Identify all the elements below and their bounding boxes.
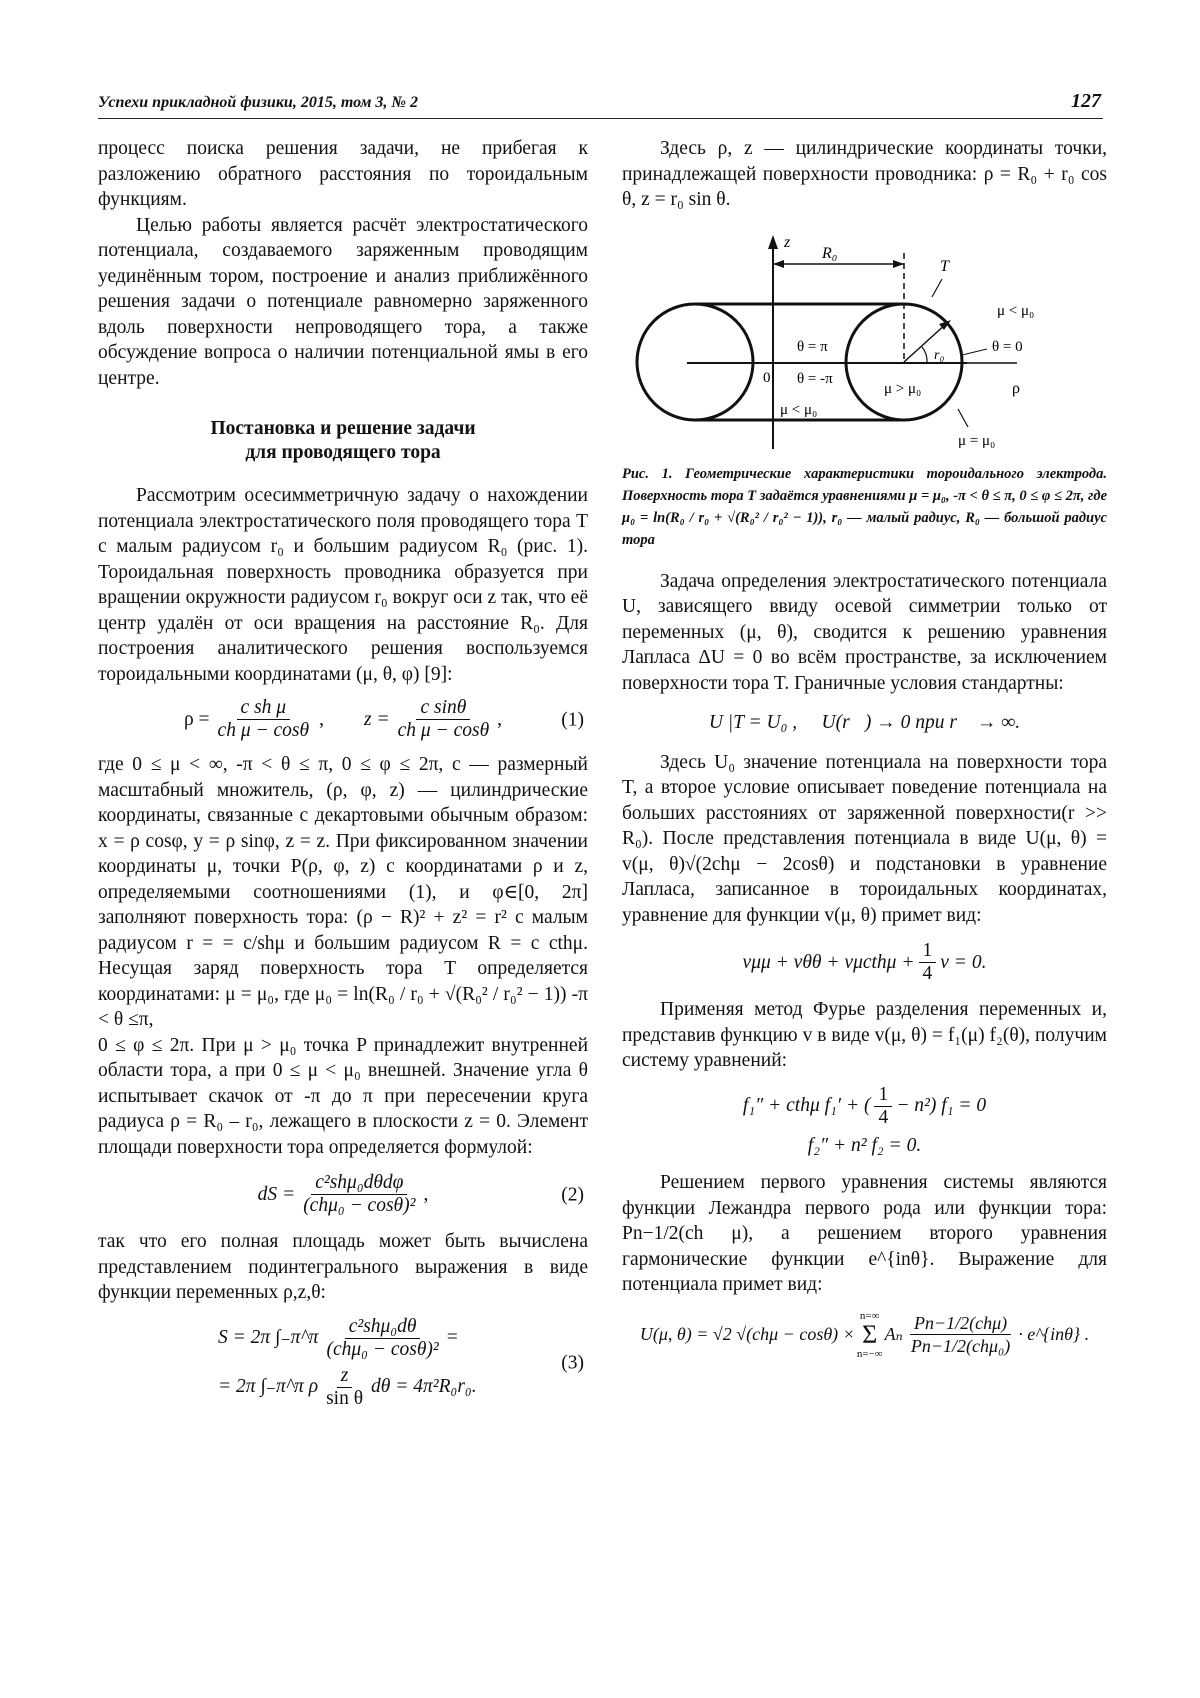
fraction [322,1316,442,1361]
label-T: T [940,257,949,275]
eq-tail: − n²) f₁ = 0 [896,1095,987,1117]
system-eq-2: f₂″ + n² f₂ = 0. [807,1134,922,1156]
denominator: ch μ − cosθ [217,720,310,741]
fraction [322,1365,367,1410]
numerator: c²shμ₀dθdφ [311,1172,407,1195]
label-mu-eq: μ = μ₀ [958,432,996,449]
label-mu-gt: μ > μ₀ [884,380,922,397]
equation-1: ρ = $\frac{\text{c sh μ}}{\text{ch μ − cosθ}}$ , z = $\frac{\text{c sinθ}}{\text{ch μ − cosθ}}$ , (1) [183,697,584,741]
boundary-conditions: U |T = U₀ , U(r⃗) → 0 при r⃗ → ∞. [708,712,1021,733]
label-theta0: θ = 0 [992,338,1023,355]
fraction [907,1312,1014,1357]
page-number: 127 [1071,90,1101,112]
running-header [98,92,1103,119]
eq-tail: = [446,1327,458,1349]
denominator: 4 [922,963,933,984]
section-title-line: Постановка и решение задачи [210,418,476,439]
denominator: (chμ₀ − cosθ)² [326,1338,439,1360]
section-title [98,417,588,465]
paragraph: Решением первого уравнения системы являются функции Лежандра первого рода или функции тора: Pn−1/2(ch μ), а решением второго уравнения гармонические функции e^{inθ}. Выражение для потенциала примет вид: [622,1172,1107,1295]
eq-tail: v = 0. [940,951,987,973]
fraction [214,697,314,742]
equation-number: (1) [561,708,584,730]
equation-number: (3) [561,1351,584,1373]
sum-upper-limit: n=∞ [859,1309,880,1322]
fraction [874,1084,892,1129]
numerator: c²shμ₀dθ [345,1316,421,1339]
z-axis-arrow [768,235,778,249]
equation-v [622,940,1107,985]
numerator: 1 [919,940,937,963]
label-r0: r₀ [934,347,945,363]
label-R0: R₀ [822,244,838,262]
paragraph: процесс поиска решения задачи, не прибегая к разложению обратного расстояния по тороидальным функциям. [98,138,588,210]
paragraph: Применяя метод Фурье разделения переменных и, представив функцию v в виде v(μ, θ) = f₁(μ) f₂(θ), получим систему уравнений: [622,999,1107,1071]
numerator: c sinθ [416,697,470,720]
label-theta-mpi: θ = -π [797,370,833,387]
coefficient: Aₙ [884,1323,903,1344]
label-mu-lt-bottom: μ < μ₀ [780,401,818,418]
figure-torus-diagram [622,227,1107,457]
eq-lhs: f₁″ + cthμ f₁′ + ( [742,1095,871,1117]
eq-lhs: vμμ + vθθ + vμcthμ + [742,951,915,973]
paragraph: 0 ≤ φ ≤ 2π. При μ > μ₀ точка P принадлежит внутренней области тора, а при 0 ≤ μ < μ₀ внешней. Значение угла θ испытывает скачок от -π до π при пересечении круга радиуса ρ = R₀ – r₀, лежащего в плоскости z = 0. Элемент площади поверхности тора определяется формулой: [98,1034,588,1158]
denominator: (chμ₀ − cosθ)² [303,1195,416,1216]
sum-symbol: Σ [862,1319,878,1349]
numerator: Pn−1/2(chμ) [910,1312,1011,1335]
paragraph: Здесь ρ, z — цилиндрические координаты точки, принадлежащей поверхности проводника: ρ = R₀ + r₀ cos θ, z = r₀ sin θ. [622,138,1107,210]
eq-lhs: S = 2π ∫₋π^π [218,1327,319,1349]
sum-lower-limit: n=−∞ [856,1347,883,1360]
label-rho: ρ [1012,379,1020,397]
paragraph: Рассмотрим осесимметричную задачу о нахождении потенциала электростатического поля проводящего тора T с малым радиусом r₀ и большим радиусом R₀ (рис. 1). Тороидальная поверхность проводника образуется при вращении окружности радиусом r₀ вокруг оси z так, что её центр удалён от оси вращения на расстояние R₀. Для построения аналитического решения воспользуемся тороидальными координатами (μ, θ, φ) [9]: [98,485,588,685]
label-mu-lt-top: μ < μ₀ [997,302,1035,319]
equation-3 [98,1316,588,1410]
T-pointer [932,279,942,297]
label-theta-pi: θ = π [797,338,828,355]
paragraph: Задача определения электростатического потенциала U, зависящего ввиду осевой симметрии только от переменных (μ, θ), сводится к решению уравнения Лапласа ΔU = 0 во всём пространстве, за исключением поверхности тора T. Граничные условия стандартны: [622,570,1107,694]
denominator: Pn−1/2(chμ₀) [910,1336,1011,1356]
figure-caption: Рис. 1. Геометрические характеристики тороидального электрода. Поверхность тора T задаётся уравнениями μ = μ₀, -π < θ ≤ π, 0 ≤ φ ≤ 2π, где μ₀ = ln(R₀ / r₀ + √(R₀² / r₀² − 1)), r₀ — малый радиус, R₀ — большой радиус тора [622,465,1107,548]
denominator: sin θ [326,1387,364,1409]
label-origin: 0 [763,369,771,386]
eq-lhs: ρ = [183,708,210,730]
eq-lhs: dS = [257,1183,296,1205]
mu0-pointer [958,409,968,427]
paragraph: Здесь U₀ значение потенциала на поверхности тора T, а второе условие описывает поведение потенциала на больших расстояниях от заряженной поверхности(r >> R₀). После представления потенциала в виде U(μ, θ) = v(μ, θ)√(2chμ − 2cosθ) и подстановки в уравнение Лапласа, записанное в тороидальных координатах, уравнение для функции v(μ, θ) примет вид: [622,751,1107,926]
denominator: 4 [878,1106,889,1128]
sum-operator [857,1310,883,1360]
eq-lhs: = 2π ∫₋π^π ρ [218,1376,319,1398]
system-eq-1 [622,1084,1107,1129]
eq-tail: , [423,1183,429,1205]
right-column [622,136,1107,1372]
denominator: ch μ − cosθ [397,720,490,741]
label-z: z [784,233,791,251]
equation-number: (2) [561,1183,584,1205]
numerator: z [337,1365,353,1388]
theta-arc [922,347,927,362]
eq-lhs: z = [363,708,390,730]
paragraph: Целью работы является расчёт электростатического потенциала, создаваемого заряженным проводящим уединённым тором, построение и анализ приближённого решения задачи о потенциале равномерно заряженного вдоль поверхности непроводящего тора, а также обсуждение вопроса о наличии потенциальной ямы в его центре. [98,214,588,389]
numerator: 1 [874,1084,892,1107]
equation-potential [622,1310,1107,1360]
fraction [919,940,937,985]
eq-tail: dθ = 4π²R₀r₀. [371,1376,477,1398]
equation-2 [98,1172,588,1217]
section-title-line: для проводящего тора [245,442,441,463]
paragraph: где 0 ≤ μ < ∞, -π < θ ≤ π, 0 ≤ φ ≤ 2π, c — размерный масштабный множитель, (ρ, φ, z) — цилиндрические координаты, связанные с декартовыми обычным образом: x = ρ cosφ, y = ρ sinφ, z = z. При фиксированном значении координаты μ, точки P(ρ, φ, z) с координатами ρ и z, определяемыми соотношениями (1), и φ∈[0, 2π] заполняют поверхность тора: (ρ − R)² + z² = r² с малым радиусом r = = c/shμ и большим радиусом R = c cthμ. Несущая заряд поверхность тора T определяется координатами: μ = μ₀, где μ₀ = ln(R₀ / r₀ + √(R₀² / r₀² − 1)) -π < θ ≤π, [98,754,588,1030]
journal-title: Успехи прикладной физики, 2015, том 3, № 2 [98,94,419,111]
left-column [98,136,588,1420]
paragraph: так что его полная площадь может быть вычислена представлением подинтегрального выражения в виде функции переменных ρ,z,θ: [98,1231,588,1303]
numerator: c sh μ [237,697,291,720]
eq-tail: · e^{inθ} . [1018,1323,1090,1344]
eq-lhs: U(μ, θ) = √2 √(chμ − cosθ) × [639,1323,855,1344]
fraction [299,1172,419,1217]
theta0-pointer [962,349,987,355]
fraction [394,697,494,742]
